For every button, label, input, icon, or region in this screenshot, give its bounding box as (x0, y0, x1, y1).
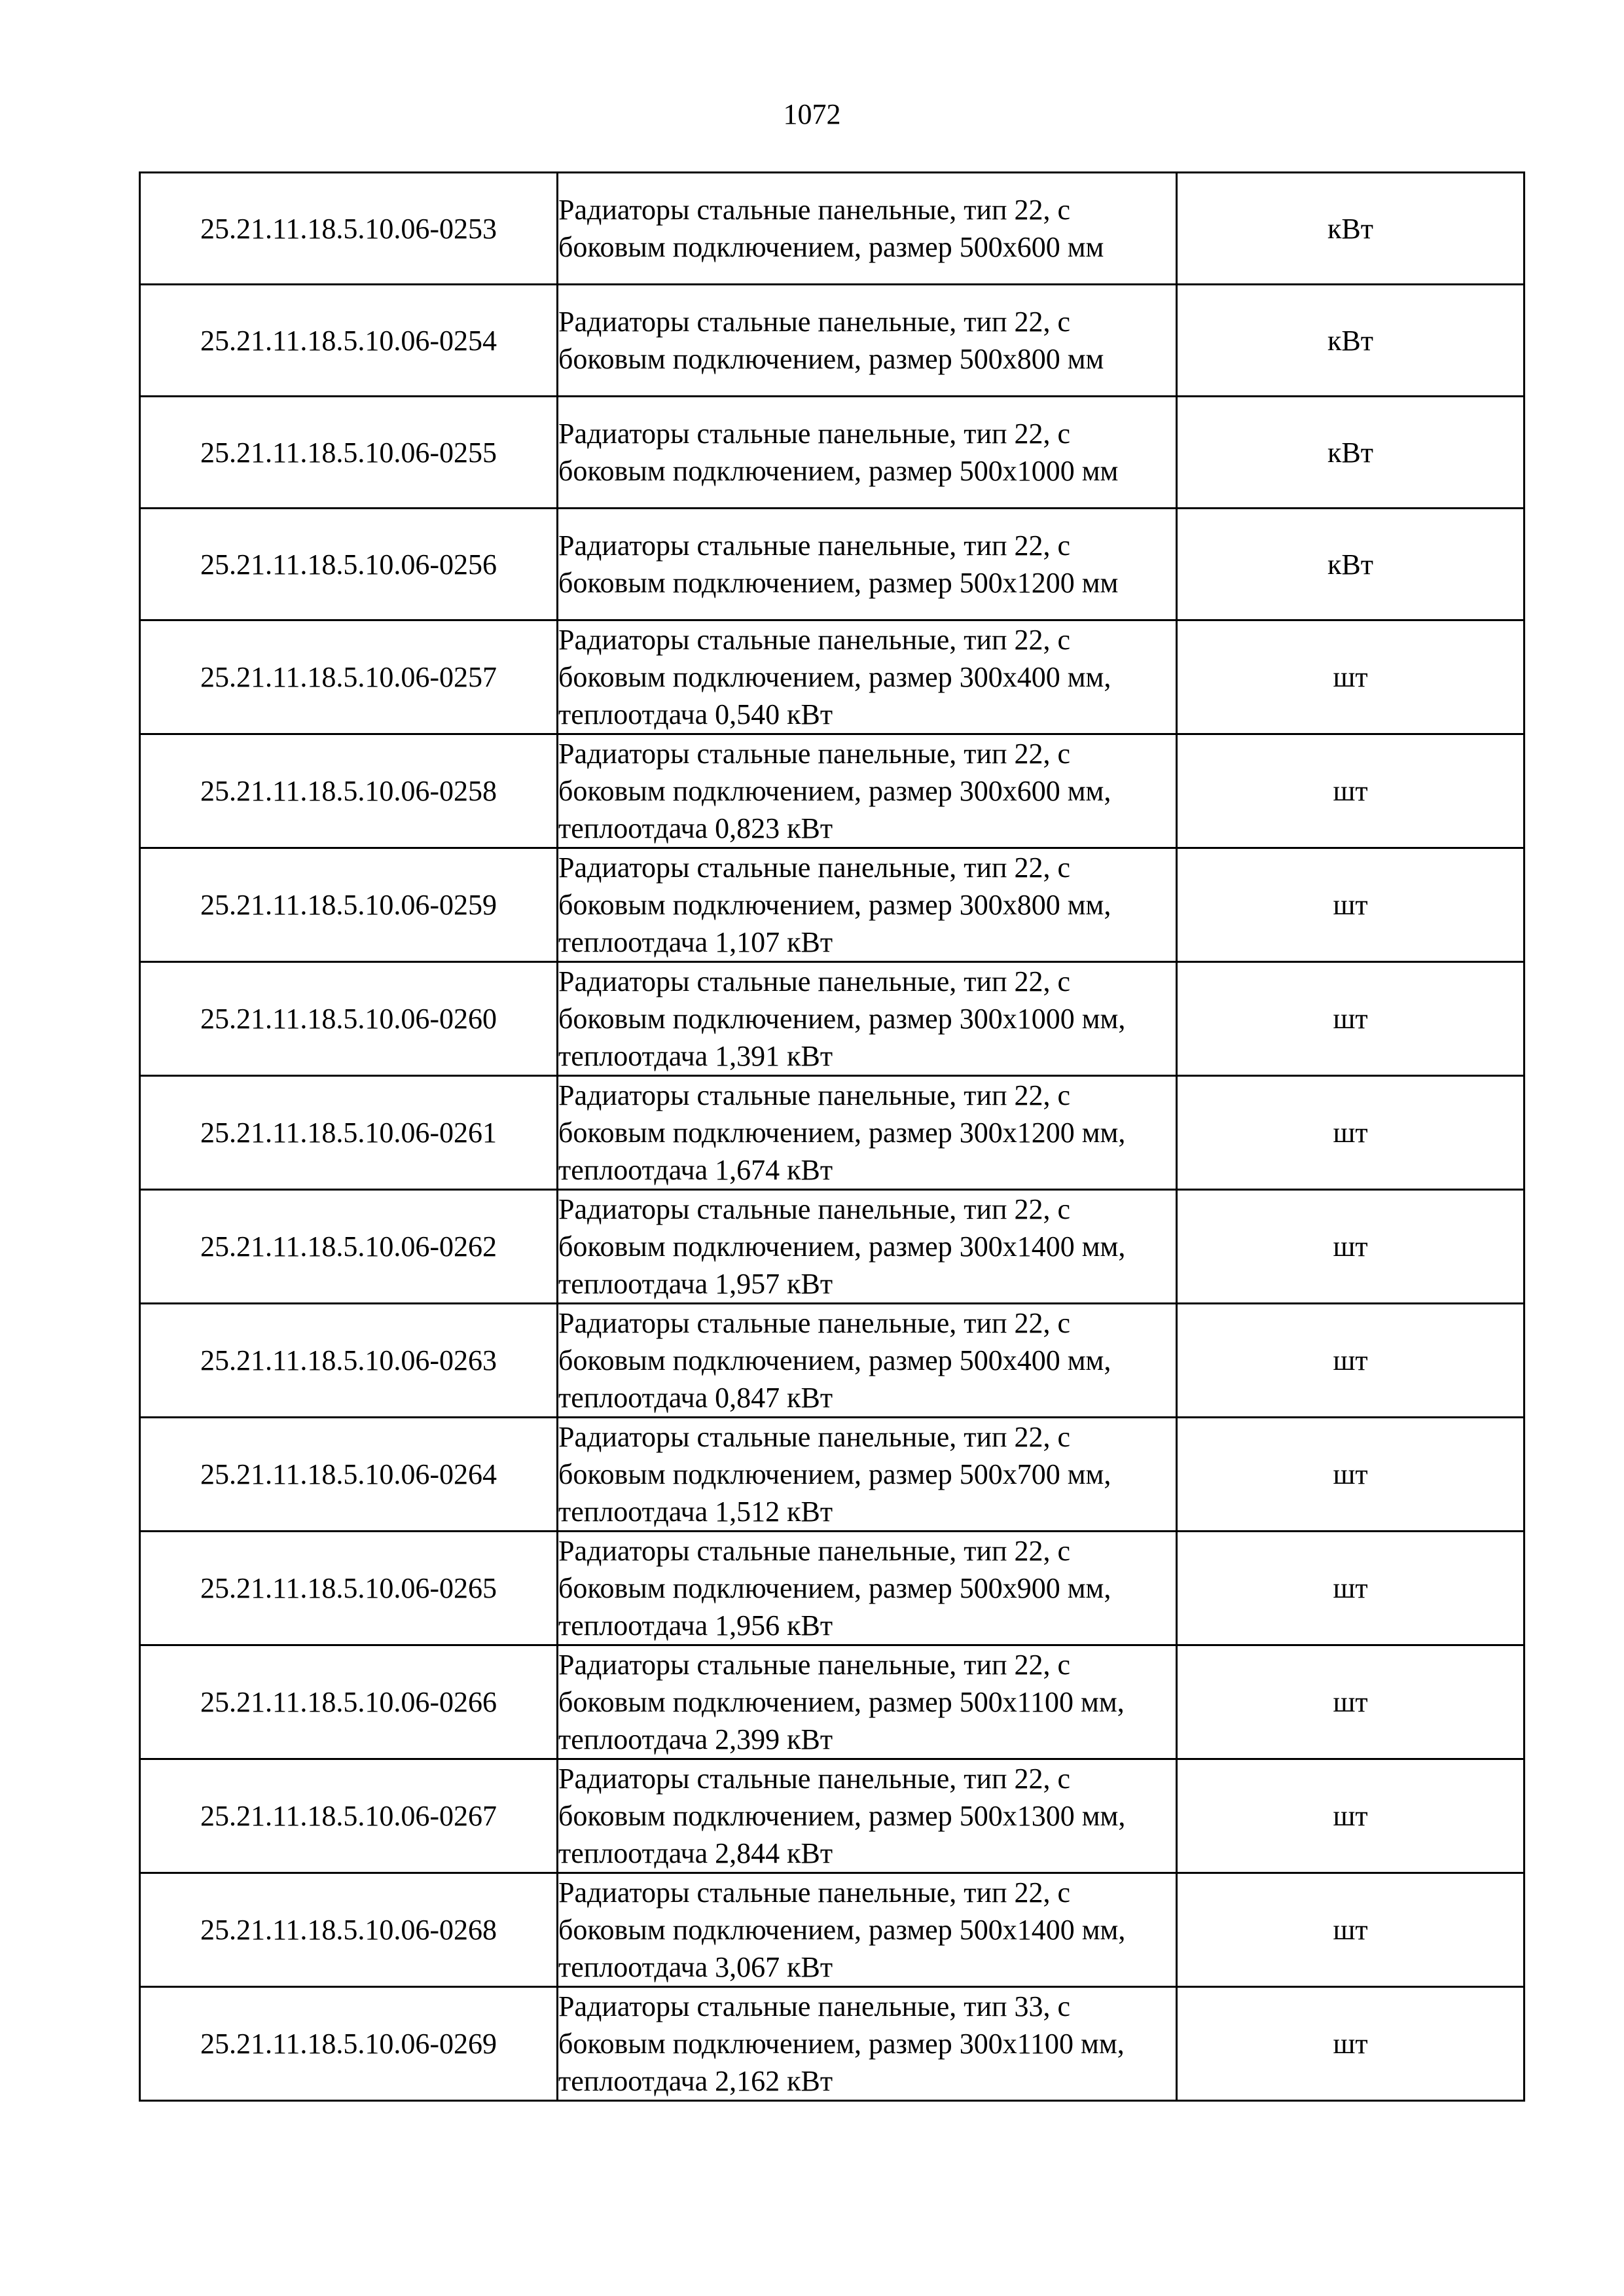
table-row (140, 509, 1525, 620)
measure-unit: шт (1177, 620, 1525, 734)
measure-unit: шт (1177, 1190, 1525, 1304)
resource-code: 25.21.11.18.5.10.06-0269 (140, 1987, 558, 2101)
resource-description: Радиаторы стальные панельные, тип 22, с боковым подключением, размер 300х600 мм, теплоотдача 0,823 кВт (558, 734, 1177, 848)
measure-unit: шт (1177, 1418, 1525, 1532)
resource-code: 25.21.11.18.5.10.06-0258 (140, 734, 558, 848)
measure-unit: шт (1177, 1645, 1525, 1759)
resource-code: 25.21.11.18.5.10.06-0267 (140, 1759, 558, 1873)
table-row (140, 734, 1525, 848)
measure-unit: кВт (1177, 397, 1525, 509)
measure-unit: шт (1177, 962, 1525, 1076)
measure-unit: кВт (1177, 285, 1525, 397)
table-row (140, 1190, 1525, 1304)
resource-description: Радиаторы стальные панельные, тип 22, с боковым подключением, размер 500х400 мм, теплоотдача 0,847 кВт (558, 1304, 1177, 1418)
resource-code: 25.21.11.18.5.10.06-0266 (140, 1645, 558, 1759)
resource-description: Радиаторы стальные панельные, тип 33, с боковым подключением, размер 300х1100 мм, теплоотдача 2,162 кВт (558, 1987, 1177, 2101)
resource-description: Радиаторы стальные панельные, тип 22, с боковым подключением, размер 300х400 мм, теплоотдача 0,540 кВт (558, 620, 1177, 734)
measure-unit: шт (1177, 1873, 1525, 1987)
table-row (140, 1987, 1525, 2101)
measure-unit: шт (1177, 1759, 1525, 1873)
measure-unit: шт (1177, 734, 1525, 848)
table-row (140, 1645, 1525, 1759)
resource-table (139, 171, 1525, 2102)
resource-code: 25.21.11.18.5.10.06-0263 (140, 1304, 558, 1418)
resource-code: 25.21.11.18.5.10.06-0253 (140, 173, 558, 285)
table-row (140, 1076, 1525, 1190)
table-row (140, 848, 1525, 962)
table-row (140, 1759, 1525, 1873)
table-row (140, 1418, 1525, 1532)
table-row (140, 1304, 1525, 1418)
measure-unit: шт (1177, 1076, 1525, 1190)
resource-description: Радиаторы стальные панельные, тип 22, с боковым подключением, размер 500х1300 мм, теплоотдача 2,844 кВт (558, 1759, 1177, 1873)
resource-code: 25.21.11.18.5.10.06-0264 (140, 1418, 558, 1532)
resource-description: Радиаторы стальные панельные, тип 22, с боковым подключением, размер 500х1200 мм (558, 509, 1177, 620)
resource-code: 25.21.11.18.5.10.06-0260 (140, 962, 558, 1076)
resource-code: 25.21.11.18.5.10.06-0257 (140, 620, 558, 734)
measure-unit: кВт (1177, 509, 1525, 620)
resource-description: Радиаторы стальные панельные, тип 22, с боковым подключением, размер 300х1400 мм, теплоотдача 1,957 кВт (558, 1190, 1177, 1304)
measure-unit: шт (1177, 848, 1525, 962)
resource-code: 25.21.11.18.5.10.06-0254 (140, 285, 558, 397)
measure-unit: шт (1177, 1987, 1525, 2101)
resource-description: Радиаторы стальные панельные, тип 22, с боковым подключением, размер 500х600 мм (558, 173, 1177, 285)
resource-code: 25.21.11.18.5.10.06-0268 (140, 1873, 558, 1987)
table-row (140, 285, 1525, 397)
resource-code: 25.21.11.18.5.10.06-0256 (140, 509, 558, 620)
measure-unit: кВт (1177, 173, 1525, 285)
resource-description: Радиаторы стальные панельные, тип 22, с боковым подключением, размер 500х1400 мм, теплоотдача 3,067 кВт (558, 1873, 1177, 1987)
resource-description: Радиаторы стальные панельные, тип 22, с боковым подключением, размер 300х800 мм, теплоотдача 1,107 кВт (558, 848, 1177, 962)
table-row (140, 1873, 1525, 1987)
table-row (140, 620, 1525, 734)
resource-code: 25.21.11.18.5.10.06-0261 (140, 1076, 558, 1190)
table-row (140, 1532, 1525, 1645)
resource-code: 25.21.11.18.5.10.06-0262 (140, 1190, 558, 1304)
resource-code: 25.21.11.18.5.10.06-0259 (140, 848, 558, 962)
resource-description: Радиаторы стальные панельные, тип 22, с боковым подключением, размер 500х700 мм, теплоотдача 1,512 кВт (558, 1418, 1177, 1532)
table-row (140, 173, 1525, 285)
measure-unit: шт (1177, 1532, 1525, 1645)
measure-unit: шт (1177, 1304, 1525, 1418)
resource-description: Радиаторы стальные панельные, тип 22, с боковым подключением, размер 500х800 мм (558, 285, 1177, 397)
resource-description: Радиаторы стальные панельные, тип 22, с боковым подключением, размер 300х1200 мм, теплоотдача 1,674 кВт (558, 1076, 1177, 1190)
resource-description: Радиаторы стальные панельные, тип 22, с боковым подключением, размер 500х1000 мм (558, 397, 1177, 509)
resource-description: Радиаторы стальные панельные, тип 22, с боковым подключением, размер 500х1100 мм, теплоотдача 2,399 кВт (558, 1645, 1177, 1759)
resource-code: 25.21.11.18.5.10.06-0255 (140, 397, 558, 509)
table-row (140, 962, 1525, 1076)
resource-description: Радиаторы стальные панельные, тип 22, с боковым подключением, размер 500х900 мм, теплоотдача 1,956 кВт (558, 1532, 1177, 1645)
resource-description: Радиаторы стальные панельные, тип 22, с боковым подключением, размер 300х1000 мм, теплоотдача 1,391 кВт (558, 962, 1177, 1076)
page-number: 1072 (783, 98, 841, 130)
resource-code: 25.21.11.18.5.10.06-0265 (140, 1532, 558, 1645)
table-row (140, 397, 1525, 509)
